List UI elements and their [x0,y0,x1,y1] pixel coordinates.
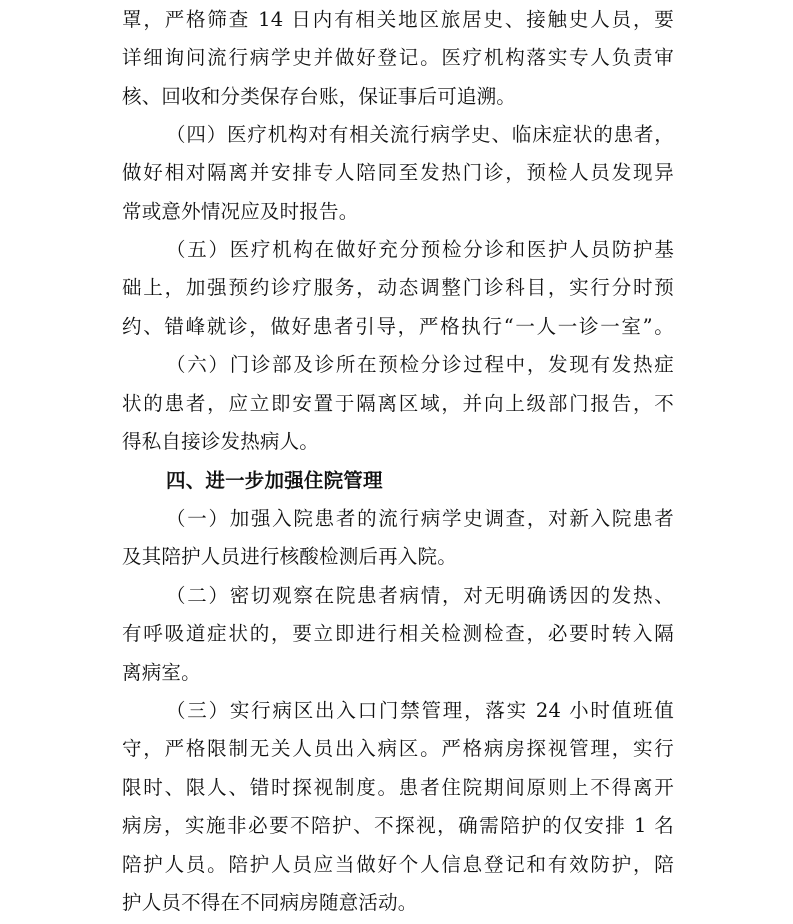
text-line: 限时、限人、错时探视制度。患者住院期间原则上不得离开 [122,776,674,799]
text-line: 及其陪护人员进行核酸检测后再入院。 [122,545,457,568]
text-line: 罩，严格筛查 14 日内有相关地区旅居史、接触史人员，要 [122,8,674,31]
text-line: 离病室。 [122,661,201,684]
text-line: 状的患者，应立即安置于隔离区域，并向上级部门报告，不 [122,392,674,415]
text-line: 守，严格限制无关人员出入病区。严格病房探视管理，实行 [122,737,674,760]
text-line: 陪护人员。陪护人员应当做好个人信息登记和有效防护，陪 [122,853,674,876]
text-line: 得私自接诊发热病人。 [122,430,320,453]
text-line: 病房，实施非必要不陪护、不探视，确需陪护的仅安排 1 名 [122,814,674,837]
text-line: 护人员不得在不同病房随意活动。 [122,891,418,914]
section-heading: 四、进一步加强住院管理 [166,469,383,492]
paragraph-start-line: （六）门诊部及诊所在预检分诊过程中，发现有发热症 [166,353,674,376]
text-line: 约、错峰就诊，做好患者引导，严格执行“一人一诊一室”。 [122,315,674,338]
paragraph-start-line: （四）医疗机构对有相关流行病学史、临床症状的患者， [166,123,674,146]
paragraph-start-line: （三）实行病区出入口门禁管理，落实 24 小时值班值 [166,699,674,722]
text-line: 做好相对隔离并安排专人陪同至发热门诊，预检人员发现异 [122,161,674,184]
text-line: 常或意外情况应及时报告。 [122,200,359,223]
paragraph-start-line: （一）加强入院患者的流行病学史调查，对新入院患者 [166,507,674,530]
text-line: 础上，加强预约诊疗服务，动态调整门诊科目，实行分时预 [122,276,674,299]
paragraph-start-line: （五）医疗机构在做好充分预检分诊和医护人员防护基 [166,238,674,261]
text-line: 有呼吸道症状的，要立即进行相关检测检查，必要时转入隔 [122,622,674,645]
paragraph-start-line: （二）密切观察在院患者病情，对无明确诱因的发热、 [166,584,674,607]
text-line: 详细询问流行病学史并做好登记。医疗机构落实专人负责审 [122,46,674,69]
text-line: 核、回收和分类保存台账，保证事后可追溯。 [122,85,517,108]
